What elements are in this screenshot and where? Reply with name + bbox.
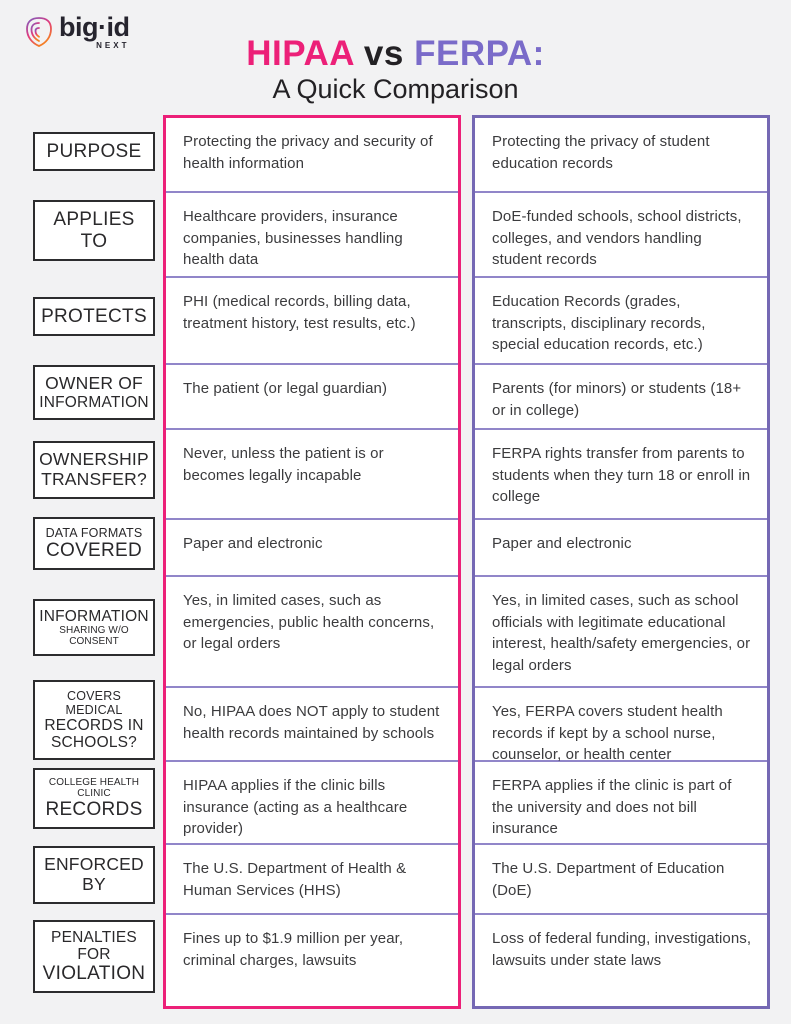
row-label-college-health-clinic-records xyxy=(33,768,155,830)
hipaa-cell-text: No, HIPAA does NOT apply to student health records maintained by schools xyxy=(183,703,440,742)
ferpa-cell-text: Education Records (grades, transcripts, disciplinary records, special education records, etc.) xyxy=(492,293,706,353)
row-ownership-transfer xyxy=(33,425,155,515)
row-label-ownership-transfer xyxy=(33,441,155,498)
row-label-line: RECORDS xyxy=(45,799,143,821)
ferpa-cell-enforced-by xyxy=(475,843,767,913)
row-college-health-clinic-records xyxy=(33,757,155,840)
row-label-owner-of-information xyxy=(33,365,155,420)
ferpa-cell-text: FERPA rights transfer from parents to students when they turn 18 or enroll in college xyxy=(492,445,751,505)
hipaa-cell-data-formats-covered xyxy=(166,518,458,575)
ferpa-cell-protects xyxy=(475,276,767,363)
hipaa-cell-text: HIPAA applies if the clinic bills insurance (acting as a healthcare provider) xyxy=(183,777,408,837)
hipaa-cell-covers-medical-records-in-schools xyxy=(166,686,458,760)
hipaa-cell-text: PHI (medical records, billing data, treatment history, test results, etc.) xyxy=(183,293,416,332)
row-label-line: TRANSFER? xyxy=(41,469,147,489)
comparison-table xyxy=(33,115,770,1009)
row-enforced-by xyxy=(33,840,155,910)
row-label-line: INFORMATION xyxy=(39,393,149,411)
hipaa-cell-text: The U.S. Department of Health & Human Services (HHS) xyxy=(183,860,407,899)
page-subtitle: A Quick Comparison xyxy=(272,73,519,104)
hipaa-cell-college-health-clinic-records xyxy=(166,760,458,843)
ferpa-cell-text: Loss of federal funding, investigations, lawsuits under state laws xyxy=(492,930,752,969)
row-owner-of-information xyxy=(33,360,155,425)
ferpa-cell-text: FERPA applies if the clinic is part of the university and does not bill insurance xyxy=(492,777,732,837)
ferpa-cell-penalties-for-violation xyxy=(475,913,767,1006)
brand-name: big·id xyxy=(59,12,130,42)
row-data-formats-covered xyxy=(33,515,155,572)
ferpa-cell-college-health-clinic-records xyxy=(475,760,767,843)
hipaa-cell-text: Never, unless the patient is or becomes legally incapable xyxy=(183,445,384,484)
hipaa-cell-applies-to xyxy=(166,191,458,276)
row-label-line: APPLIES TO xyxy=(53,209,135,252)
ferpa-cell-text: Protecting the privacy of student education records xyxy=(492,133,710,172)
ferpa-cell-text: Yes, in limited cases, such as school officials with legitimate educational interest, health/safety emergencies, or legal orders xyxy=(492,592,751,674)
hipaa-cell-text: Paper and electronic xyxy=(183,535,323,552)
row-covers-medical-records-in-schools xyxy=(33,683,155,757)
row-label-line: COVERED xyxy=(45,539,143,561)
row-label-line: VIOLATION xyxy=(42,963,146,985)
ferpa-cell-data-formats-covered xyxy=(475,518,767,575)
ferpa-cell-owner-of-information xyxy=(475,363,767,428)
row-label-line: INFORMATION xyxy=(39,607,149,625)
title-vs: vs xyxy=(353,34,415,73)
hipaa-cell-owner-of-information xyxy=(166,363,458,428)
row-label-line: COVERS MEDICAL xyxy=(65,688,123,717)
ferpa-column xyxy=(472,115,770,1009)
ferpa-cell-purpose xyxy=(475,118,767,191)
row-protects xyxy=(33,273,155,360)
hipaa-cell-text: Fines up to $1.9 million per year, criminal charges, lawsuits xyxy=(183,930,404,969)
row-purpose xyxy=(33,115,155,188)
hipaa-cell-text: The patient (or legal guardian) xyxy=(183,380,388,397)
row-label-protects xyxy=(33,297,155,336)
fingerprint-shield-icon xyxy=(24,16,54,48)
row-label-enforced-by xyxy=(33,846,155,903)
row-labels-column xyxy=(33,115,155,1003)
hipaa-cell-ownership-transfer xyxy=(166,428,458,518)
row-label-line: PURPOSE xyxy=(46,140,142,162)
row-applies-to xyxy=(33,188,155,273)
ferpa-cell-text: DoE-funded schools, school districts, colleges, and vendors handling student records xyxy=(492,208,742,268)
brand-logo xyxy=(24,14,129,50)
row-label-line: RECORDS IN xyxy=(44,716,144,734)
hipaa-cell-enforced-by xyxy=(166,843,458,913)
ferpa-cell-text: Yes, FERPA covers student health records if kept by a school nurse, counselor, or health center xyxy=(492,703,723,763)
hipaa-cell-protects xyxy=(166,276,458,363)
row-label-data-formats-covered xyxy=(33,517,155,570)
ferpa-cell-applies-to xyxy=(475,191,767,276)
row-penalties-for-violation xyxy=(33,910,155,1003)
hipaa-column xyxy=(163,115,461,1009)
row-label-line: PENALTIES FOR xyxy=(51,928,137,963)
brand-subtext: NEXT xyxy=(96,41,130,50)
ferpa-cell-text: Paper and electronic xyxy=(492,535,632,552)
hipaa-cell-penalties-for-violation xyxy=(166,913,458,1006)
brand-text xyxy=(59,14,129,50)
row-label-line: OWNER OF xyxy=(45,373,143,394)
row-label-line: OWNERSHIP xyxy=(39,449,149,470)
row-label-penalties-for-violation xyxy=(33,920,155,994)
hipaa-cell-text: Protecting the privacy and security of health information xyxy=(183,133,433,172)
ferpa-cell-covers-medical-records-in-schools xyxy=(475,686,767,763)
ferpa-cell-information-sharing xyxy=(475,575,767,686)
hipaa-cell-purpose xyxy=(166,118,458,191)
row-information-sharing xyxy=(33,572,155,683)
title-hipaa: HIPAA xyxy=(246,34,354,73)
row-label-covers-medical-records-in-schools xyxy=(33,680,155,761)
row-label-line: PROTECTS xyxy=(41,305,147,327)
row-label-line: SCHOOLS? xyxy=(50,734,138,751)
hipaa-cell-text: Healthcare providers, insurance companies, businesses handling health data xyxy=(183,208,403,268)
row-label-purpose xyxy=(33,132,155,171)
row-label-line: DATA FORMATS xyxy=(45,525,143,540)
row-label-applies-to xyxy=(33,200,155,261)
row-label-information-sharing xyxy=(33,599,155,657)
ferpa-cell-text: The U.S. Department of Education (DoE) xyxy=(492,860,725,899)
ferpa-cell-text: Parents (for minors) or students (18+ or in college) xyxy=(492,380,742,419)
hipaa-cell-information-sharing xyxy=(166,575,458,686)
row-label-line: COLLEGE HEALTH CLINIC xyxy=(48,776,140,799)
row-label-line: ENFORCED BY xyxy=(44,854,144,894)
ferpa-cell-ownership-transfer xyxy=(475,428,767,518)
title-ferpa: FERPA: xyxy=(414,34,545,73)
hipaa-cell-text: Yes, in limited cases, such as emergencies, public health concerns, or legal orders xyxy=(183,592,435,652)
row-label-line: SHARING W/O CONSENT xyxy=(59,624,129,648)
